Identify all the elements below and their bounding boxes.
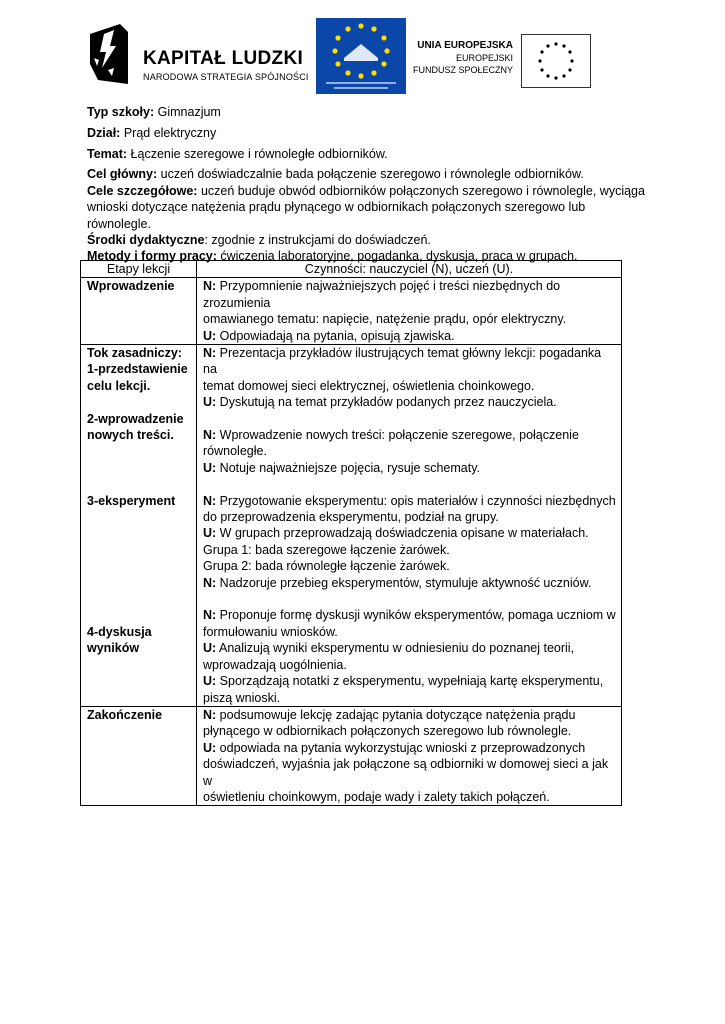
lesson-plan-table [80,260,622,806]
methods: Metody i formy pracy: ćwiczenia laboratoryjne, pogadanka, dyskusja, praca w grupach. [87,249,578,264]
ue-line-3: FUNDUSZ SPOŁECZNY [412,65,513,75]
kapital-ludzki-logo [88,22,309,90]
activities-main: N: Prezentacja przykładów ilustrujących temat główny lekcji: pogadanka na temat domowej sieci elektrycznej, oświetlenia choinkowego. U: Dyskutują na temat przykładów podanych przez nauczyciela. N: Wprowadzenie nowych treści: połączenie szeregowe, połączenie równoległe. U: Notuje najważniejsze pojęcia, rysuje schematy. N: Przygotowanie eksperymentu: opis materiałów i czynności niezbędnych do przeprowadzenia eksperymentu, podział na grupy. U: W grupach przeprowadzają doświadczenia opisane w materiałach. Grupa 1: bada szeregowe łączenie żarówek. Grupa 2: bada równoległe łączenie żarówek. N: Nadzoruje przebieg eksperymentów, stymuluje aktywność uczniów. N: Proponuje formę dyskusji wyników eksperymentów, pomaga uczniom w formułowaniu wniosków. U: Analizują wyniki eksperymentu w odniesieniu do poznanej teorii, wprowadzają uogólnienia. U: Sporządzają notatki z eksperymentu, wypełniają kartę eksperymentu, piszą wnioski. [197,345,622,707]
section: Dział: Prąd elektryczny [87,125,217,140]
table-row [81,278,622,345]
table-row [81,345,622,707]
eu-flag-emblem [316,18,406,94]
eu-stars-icon [316,18,406,94]
kapital-ludzki-subtitle: NARODOWA STRATEGIA SPÓJNOŚCI [143,72,309,82]
lesson-metadata [87,104,647,265]
column-header-activities: Czynności: nauczyciel (N), uczeń (U). [197,261,622,278]
page-header [0,14,725,98]
activities-end: N: podsumowuje lekcję zadając pytania dotyczące natężenia prądu płynącego w odbiornikach połączonych szeregowo lub równolegle. U: odpowiada na pytania wykorzystując wnioski z przeprowadzonych doświadczeń, wyjaśnia jak połączone są odbiorniki w domowej sieci a jak w oświetleniu choinkowym, podaje wady i zalety takich połączeń. [197,706,622,805]
kapital-ludzki-title: KAPITAŁ LUDZKI [143,48,304,69]
kapital-ludzki-mark-icon [90,24,128,84]
ue-line-2: EUROPEJSKI [455,53,513,63]
school-type: Typ szkoły: Gimnazjum [87,105,221,119]
ue-line-1: UNIA EUROPEJSKA [417,40,513,51]
column-header-stages: Etapy lekcji [81,261,197,278]
ue-flag-outline [521,34,591,88]
table-row [81,706,622,805]
detailed-goals: Cele szczegółowe: uczeń buduje obwód odbiorników połączonych szeregowo i równolegle, wyciąga wnioski dotyczące natężenia prądu płynącego w odbiornikach połączonych szeregowo lub równolegle. [87,183,645,231]
didactic-means: Środki dydaktyczne: zgodnie z instrukcjami do doświadczeń. [87,233,431,248]
activities-intro: N: Przypomnienie najważniejszych pojęć i treści niezbędnych do zrozumienia omawianego tematu: napięcie, natężenie prądu, opór elektryczny. U: Odpowiadają na pytania, opisują zjawiska. [197,278,622,345]
topic: Temat: Łączenie szeregowe i równoległe odbiorników. [87,146,388,161]
ue-star-circle-icon [522,35,590,87]
stage-main: Tok zasadniczy: 1-przedstawienie celu lekcji. 2-wprowadzenie nowych treści. 3-eksperyment 4-dyskusja wyników [81,345,197,707]
main-goal: Cel główny: uczeń doświadczalnie bada połączenie szeregowo i równolegle odbiorników. [87,167,584,182]
stage-intro: Wprowadzenie [81,278,197,345]
ue-text-block [413,40,513,76]
table-header-row [81,261,622,278]
stage-end: Zakończenie [81,706,197,805]
unia-europejska-logo [412,32,595,92]
